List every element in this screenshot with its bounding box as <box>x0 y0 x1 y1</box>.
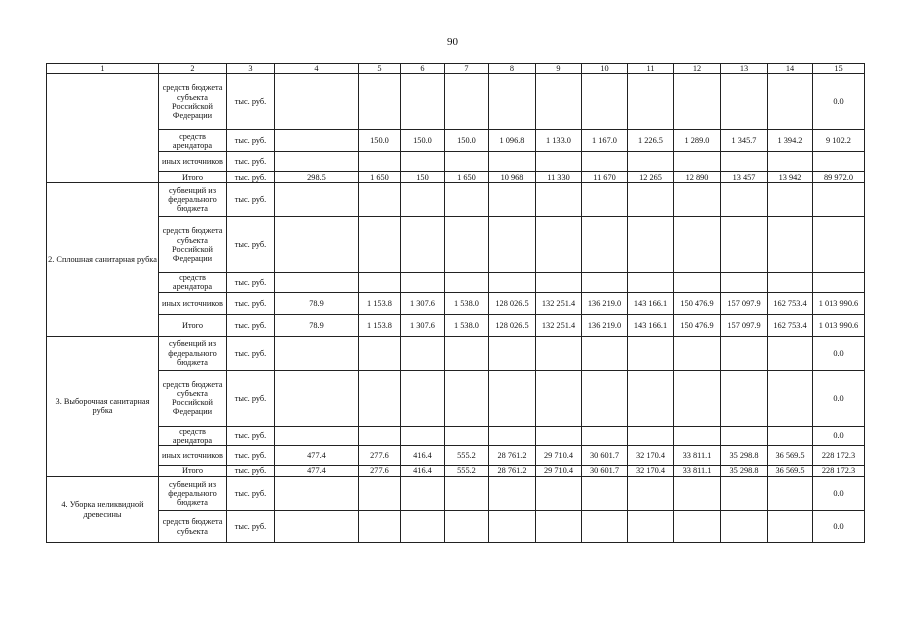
value-cell <box>275 370 359 426</box>
value-cell: 1 226.5 <box>628 130 674 152</box>
value-cell: 1 650 <box>445 172 489 183</box>
value-cell: 157 097.9 <box>721 314 768 336</box>
value-cell <box>275 511 359 543</box>
value-cell <box>275 426 359 445</box>
value-cell <box>445 511 489 543</box>
value-cell: 36 569.5 <box>768 466 813 477</box>
value-cell: 1 289.0 <box>674 130 721 152</box>
value-cell <box>275 152 359 172</box>
value-cell <box>536 183 582 217</box>
value-cell <box>489 370 536 426</box>
value-cell: 477.4 <box>275 446 359 466</box>
value-cell: 150.0 <box>445 130 489 152</box>
funding-source: Итого <box>159 314 227 336</box>
funding-source: средств бюджета субъекта <box>159 511 227 543</box>
header-cell: 14 <box>768 64 813 74</box>
header-cell: 8 <box>489 64 536 74</box>
value-cell: 35 298.8 <box>721 446 768 466</box>
value-cell: 416.4 <box>401 446 445 466</box>
table-row <box>47 370 865 426</box>
value-cell <box>674 511 721 543</box>
value-cell <box>489 74 536 130</box>
section-name: 2. Сплошная санитарная рубка <box>47 183 159 336</box>
value-cell <box>275 477 359 511</box>
table-row <box>47 511 865 543</box>
funding-source: средств бюджета субъекта Российской Федерации <box>159 74 227 130</box>
unit: тыс. руб. <box>227 477 275 511</box>
unit: тыс. руб. <box>227 273 275 292</box>
table-row <box>47 152 865 172</box>
funding-source: средств арендатора <box>159 273 227 292</box>
funding-source: субвенций из федерального бюджета <box>159 183 227 217</box>
value-cell <box>674 152 721 172</box>
value-cell <box>359 477 401 511</box>
header-cell: 11 <box>628 64 674 74</box>
value-cell <box>582 183 628 217</box>
value-cell: 28 761.2 <box>489 466 536 477</box>
value-cell <box>359 336 401 370</box>
value-cell <box>582 217 628 273</box>
value-cell <box>489 511 536 543</box>
value-cell <box>674 183 721 217</box>
header-cell: 9 <box>536 64 582 74</box>
value-cell <box>721 74 768 130</box>
value-cell <box>536 273 582 292</box>
value-cell <box>275 217 359 273</box>
table-row <box>47 477 865 511</box>
value-cell: 30 601.7 <box>582 466 628 477</box>
unit: тыс. руб. <box>227 130 275 152</box>
value-cell: 33 811.1 <box>674 466 721 477</box>
header-cell: 10 <box>582 64 628 74</box>
value-cell <box>275 183 359 217</box>
value-cell: 33 811.1 <box>674 446 721 466</box>
value-cell: 1 133.0 <box>536 130 582 152</box>
funding-source: средств бюджета субъекта Российской Федерации <box>159 217 227 273</box>
value-cell <box>489 273 536 292</box>
table-row <box>47 426 865 445</box>
value-cell <box>445 74 489 130</box>
header-cell: 15 <box>813 64 865 74</box>
value-cell: 78.9 <box>275 292 359 314</box>
value-cell: 132 251.4 <box>536 292 582 314</box>
value-cell <box>445 217 489 273</box>
table-row <box>47 217 865 273</box>
value-cell <box>401 152 445 172</box>
value-cell <box>721 370 768 426</box>
value-cell <box>582 74 628 130</box>
value-cell: 150 476.9 <box>674 292 721 314</box>
value-cell <box>721 273 768 292</box>
header-cell: 3 <box>227 64 275 74</box>
value-cell: 28 761.2 <box>489 446 536 466</box>
value-cell <box>489 426 536 445</box>
value-cell <box>359 370 401 426</box>
value-cell <box>401 217 445 273</box>
value-cell: 11 330 <box>536 172 582 183</box>
value-cell: 78.9 <box>275 314 359 336</box>
section-name <box>47 74 159 183</box>
value-cell <box>359 74 401 130</box>
value-cell: 150 476.9 <box>674 314 721 336</box>
value-cell: 1 013 990.6 <box>813 314 865 336</box>
value-cell <box>628 183 674 217</box>
unit: тыс. руб. <box>227 152 275 172</box>
funding-source: средств арендатора <box>159 130 227 152</box>
table-row <box>47 336 865 370</box>
value-cell <box>721 336 768 370</box>
table-row <box>47 172 865 183</box>
header-cell: 2 <box>159 64 227 74</box>
value-cell <box>445 273 489 292</box>
value-cell: 9 102.2 <box>813 130 865 152</box>
value-cell <box>674 217 721 273</box>
value-cell: 150 <box>401 172 445 183</box>
value-cell <box>489 477 536 511</box>
unit: тыс. руб. <box>227 183 275 217</box>
value-cell: 1 307.6 <box>401 314 445 336</box>
budget-table <box>46 63 865 543</box>
value-cell <box>536 370 582 426</box>
value-cell <box>582 370 628 426</box>
value-cell <box>628 477 674 511</box>
header-cell: 7 <box>445 64 489 74</box>
value-cell <box>721 217 768 273</box>
value-cell <box>582 477 628 511</box>
value-cell <box>628 74 674 130</box>
section-name: 4. Уборка неликвидной древесины <box>47 477 159 543</box>
value-cell <box>768 336 813 370</box>
value-cell <box>489 183 536 217</box>
funding-source: средств бюджета субъекта Российской Федерации <box>159 370 227 426</box>
value-cell: 13 457 <box>721 172 768 183</box>
value-cell <box>275 336 359 370</box>
value-cell <box>628 273 674 292</box>
value-cell <box>359 152 401 172</box>
value-cell <box>628 152 674 172</box>
value-cell <box>536 336 582 370</box>
value-cell: 150.0 <box>401 130 445 152</box>
value-cell: 1 650 <box>359 172 401 183</box>
value-cell: 0.0 <box>813 511 865 543</box>
value-cell: 1 096.8 <box>489 130 536 152</box>
value-cell: 1 307.6 <box>401 292 445 314</box>
value-cell: 136 219.0 <box>582 314 628 336</box>
value-cell <box>275 130 359 152</box>
unit: тыс. руб. <box>227 217 275 273</box>
value-cell <box>445 426 489 445</box>
value-cell: 0.0 <box>813 74 865 130</box>
value-cell: 162 753.4 <box>768 292 813 314</box>
value-cell <box>582 336 628 370</box>
value-cell: 1 345.7 <box>721 130 768 152</box>
value-cell: 143 166.1 <box>628 314 674 336</box>
header-cell: 5 <box>359 64 401 74</box>
value-cell <box>721 183 768 217</box>
table-row <box>47 74 865 130</box>
table-row <box>47 130 865 152</box>
value-cell <box>768 273 813 292</box>
value-cell <box>401 74 445 130</box>
value-cell <box>536 74 582 130</box>
funding-source: Итого <box>159 466 227 477</box>
value-cell: 29 710.4 <box>536 446 582 466</box>
value-cell <box>721 477 768 511</box>
header-cell: 6 <box>401 64 445 74</box>
value-cell: 1 538.0 <box>445 314 489 336</box>
funding-source: Итого <box>159 172 227 183</box>
value-cell: 0.0 <box>813 426 865 445</box>
value-cell: 277.6 <box>359 466 401 477</box>
value-cell: 143 166.1 <box>628 292 674 314</box>
value-cell <box>359 426 401 445</box>
funding-source: субвенций из федерального бюджета <box>159 477 227 511</box>
funding-source: иных источников <box>159 152 227 172</box>
value-cell <box>445 183 489 217</box>
value-cell: 13 942 <box>768 172 813 183</box>
value-cell: 477.4 <box>275 466 359 477</box>
table-row <box>47 466 865 477</box>
value-cell: 0.0 <box>813 477 865 511</box>
value-cell <box>768 477 813 511</box>
table-row <box>47 273 865 292</box>
value-cell: 1 538.0 <box>445 292 489 314</box>
value-cell: 555.2 <box>445 446 489 466</box>
unit: тыс. руб. <box>227 511 275 543</box>
value-cell: 128 026.5 <box>489 292 536 314</box>
value-cell: 12 265 <box>628 172 674 183</box>
value-cell: 555.2 <box>445 466 489 477</box>
value-cell: 36 569.5 <box>768 446 813 466</box>
unit: тыс. руб. <box>227 370 275 426</box>
value-cell <box>628 511 674 543</box>
value-cell: 132 251.4 <box>536 314 582 336</box>
value-cell <box>359 273 401 292</box>
value-cell <box>721 152 768 172</box>
value-cell: 32 170.4 <box>628 446 674 466</box>
value-cell: 150.0 <box>359 130 401 152</box>
unit: тыс. руб. <box>227 336 275 370</box>
funding-source: иных источников <box>159 292 227 314</box>
value-cell <box>628 426 674 445</box>
value-cell: 157 097.9 <box>721 292 768 314</box>
value-cell <box>674 273 721 292</box>
value-cell: 12 890 <box>674 172 721 183</box>
value-cell: 30 601.7 <box>582 446 628 466</box>
value-cell <box>674 426 721 445</box>
unit: тыс. руб. <box>227 426 275 445</box>
value-cell: 1 153.8 <box>359 314 401 336</box>
header-cell: 1 <box>47 64 159 74</box>
value-cell: 1 167.0 <box>582 130 628 152</box>
value-cell: 10 968 <box>489 172 536 183</box>
unit: тыс. руб. <box>227 314 275 336</box>
value-cell <box>628 370 674 426</box>
value-cell: 35 298.8 <box>721 466 768 477</box>
unit: тыс. руб. <box>227 292 275 314</box>
value-cell <box>536 511 582 543</box>
value-cell <box>401 336 445 370</box>
value-cell <box>536 217 582 273</box>
value-cell <box>401 511 445 543</box>
value-cell: 1 153.8 <box>359 292 401 314</box>
value-cell <box>628 217 674 273</box>
value-cell <box>359 183 401 217</box>
value-cell: 136 219.0 <box>582 292 628 314</box>
unit: тыс. руб. <box>227 466 275 477</box>
value-cell <box>813 217 865 273</box>
header-cell: 13 <box>721 64 768 74</box>
value-cell <box>489 152 536 172</box>
value-cell <box>401 477 445 511</box>
value-cell <box>768 370 813 426</box>
value-cell <box>536 426 582 445</box>
value-cell <box>674 336 721 370</box>
value-cell <box>582 511 628 543</box>
value-cell <box>445 370 489 426</box>
value-cell: 1 394.2 <box>768 130 813 152</box>
value-cell <box>401 273 445 292</box>
value-cell: 89 972.0 <box>813 172 865 183</box>
value-cell: 416.4 <box>401 466 445 477</box>
section-name: 3. Выборочная санитарная рубка <box>47 336 159 476</box>
value-cell: 228 172.3 <box>813 466 865 477</box>
value-cell <box>582 152 628 172</box>
value-cell <box>401 183 445 217</box>
value-cell <box>536 152 582 172</box>
unit: тыс. руб. <box>227 446 275 466</box>
value-cell: 277.6 <box>359 446 401 466</box>
value-cell <box>768 152 813 172</box>
value-cell <box>721 426 768 445</box>
value-cell <box>628 336 674 370</box>
value-cell <box>401 426 445 445</box>
value-cell <box>359 217 401 273</box>
value-cell <box>489 217 536 273</box>
value-cell <box>768 217 813 273</box>
value-cell <box>445 477 489 511</box>
value-cell: 11 670 <box>582 172 628 183</box>
value-cell <box>582 273 628 292</box>
value-cell <box>445 152 489 172</box>
value-cell <box>674 74 721 130</box>
unit: тыс. руб. <box>227 172 275 183</box>
value-cell <box>489 336 536 370</box>
value-cell <box>721 511 768 543</box>
value-cell <box>359 511 401 543</box>
value-cell: 32 170.4 <box>628 466 674 477</box>
value-cell: 228 172.3 <box>813 446 865 466</box>
header-cell: 4 <box>275 64 359 74</box>
funding-source: иных источников <box>159 446 227 466</box>
value-cell <box>674 477 721 511</box>
header-row <box>47 64 865 74</box>
value-cell <box>813 183 865 217</box>
header-cell: 12 <box>674 64 721 74</box>
value-cell: 1 013 990.6 <box>813 292 865 314</box>
value-cell <box>813 152 865 172</box>
page-number: 90 <box>447 36 458 48</box>
value-cell: 162 753.4 <box>768 314 813 336</box>
table-row <box>47 292 865 314</box>
value-cell <box>768 511 813 543</box>
value-cell <box>813 273 865 292</box>
value-cell <box>674 370 721 426</box>
value-cell: 298.5 <box>275 172 359 183</box>
value-cell: 0.0 <box>813 336 865 370</box>
value-cell: 128 026.5 <box>489 314 536 336</box>
unit: тыс. руб. <box>227 74 275 130</box>
table-row <box>47 446 865 466</box>
table-row <box>47 183 865 217</box>
value-cell <box>445 336 489 370</box>
value-cell: 0.0 <box>813 370 865 426</box>
value-cell <box>582 426 628 445</box>
value-cell <box>768 74 813 130</box>
value-cell <box>275 273 359 292</box>
funding-source: средств арендатора <box>159 426 227 445</box>
funding-source: субвенций из федерального бюджета <box>159 336 227 370</box>
value-cell <box>275 74 359 130</box>
value-cell <box>536 477 582 511</box>
value-cell <box>768 426 813 445</box>
value-cell <box>401 370 445 426</box>
value-cell: 29 710.4 <box>536 466 582 477</box>
value-cell <box>768 183 813 217</box>
table-row <box>47 314 865 336</box>
